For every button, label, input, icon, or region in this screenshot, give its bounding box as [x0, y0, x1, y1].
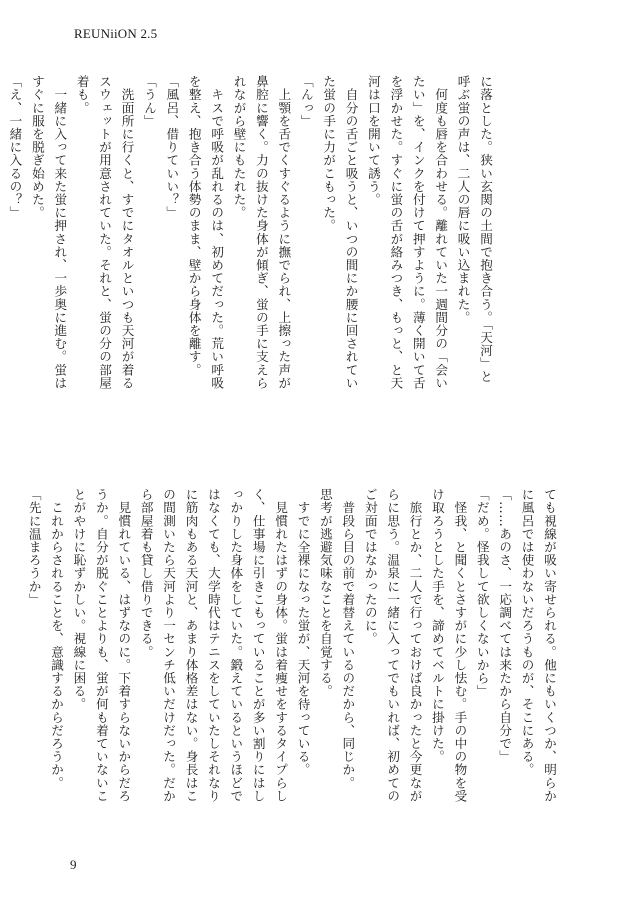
text-line: 「風呂、借りていい？」 [164, 75, 180, 220]
text-line: たい」を、インクを付けて押すように。薄く開いて舌 [410, 75, 426, 390]
text-line: 思考が逃避気味なことを自覚する。 [317, 488, 333, 698]
text-line: キスで呼吸が乱れるのは、初めてだった。荒い呼吸 [209, 75, 225, 390]
text-line: を整え、抱き合う体勢のまま、壁から身体を離す。 [186, 75, 202, 377]
text-line: 普段ら目の前で着替えているのだから、同じか。 [340, 488, 356, 790]
text-line: うか。自分が脱ぐことよりも、蛍が何も着ていないこ [93, 488, 109, 803]
text-line: 鼻腔に響く。力の抜けた身体が傾ぎ、蛍の手に支えら [253, 75, 269, 390]
text-line: 上顎を舌でくすぐるように撫でられ、上擦った声が [276, 75, 292, 390]
text-line: 自分の舌ごと吸うと、いつの間にか腰に回されてい [343, 75, 359, 390]
text-line: 「んっ」 [298, 75, 314, 128]
text-line: とがやけに恥ずかしい。視線に困る。 [71, 488, 87, 711]
running-header: REUNiiON 2.5 [74, 26, 158, 41]
text-line: く、仕事場に引きこもっていることが多い割りにはし [250, 488, 266, 803]
text-line: らに思う。温泉に一緒に入ってでもいれば、初めての [385, 488, 401, 803]
text-line: 洗面所に行くと、すでにタオルといつも天河が着る [119, 75, 135, 390]
page-number: 9 [70, 857, 77, 872]
text-line: 着も。 [74, 75, 90, 115]
text-line: ても視線が吸い寄せられる。他にもいくつか、明らか [542, 488, 557, 803]
text-line: 何度も唇を合わせる。離れていた一週間分の「会い [433, 75, 449, 390]
text-line: 呼ぶ蛍の声は、二人の唇に吸い込まれた。 [455, 75, 471, 324]
text-line: に筋肉もある天河と、あまり体格差はない。身長はこ [183, 488, 199, 803]
text-line: 怪我、と聞くとさすがに少し怯む。手の中の物を受 [452, 488, 468, 803]
text-line: 見慣れている、はずなのに。下着すらないからだろ [116, 488, 132, 803]
text-line: を浮かせた。すぐに蛍の舌が絡みつき、もっと、と天 [388, 75, 404, 390]
bottom-text-block [26, 488, 560, 848]
text-line: 一緒に入って来た蛍に押され、一歩奥に進む。蛍は [52, 75, 68, 390]
text-line: 河は口を開いて誘う。 [365, 75, 381, 206]
text-line: 見慣れたはずの身体。蛍は着痩せをするタイプらし [273, 488, 289, 803]
text-line: の間測いたら天河より一センチ低いだけだった。だか [161, 488, 177, 803]
text-line: すでに全裸になった蛍が、天河を待っている。 [295, 488, 311, 777]
text-line: 「だめ。怪我して欲しくないから」 [474, 488, 490, 698]
text-line: 「うん」 [141, 75, 157, 128]
text-line: 「え、一緒に入るの？」 [7, 75, 23, 220]
top-text-block [7, 75, 496, 435]
text-line: に風呂では使わないだろうものが、そこにある。 [519, 488, 535, 777]
text-line: スウェットが用意されていた。それと、蛍の分の部屋 [97, 75, 113, 390]
text-line: た蛍の手に力がこもった。 [321, 75, 337, 233]
text-line: に落とした。狭い玄関の土間で抱き合う。「天河」と [478, 75, 493, 384]
text-line: これからされることを、意識するからだろうか。 [49, 488, 65, 790]
text-line: すぐに服を脱ぎ始めた。 [29, 75, 45, 220]
text-line: っかりした身体をしていた。鍛えているというほどで [228, 488, 244, 803]
text-line: ら部屋着も貸し借りできる。 [138, 488, 154, 659]
text-line: はなくても、大学時代はテニスをしていたしそれなり [205, 488, 221, 803]
text-line: 「……あのさ、一応調べては来たから自分で」 [497, 488, 513, 764]
text-line: け取ろうとした手を、諦めてベルトに掛けた。 [429, 488, 445, 764]
text-line: ご対面ではなかったのに。 [362, 488, 378, 646]
text-line: 「先に温まろうか」 [26, 488, 42, 606]
text-line: れながら壁にもたれた。 [231, 75, 247, 220]
text-line: 旅行とか、二人で行っておけば良かったと今更なが [407, 488, 423, 803]
